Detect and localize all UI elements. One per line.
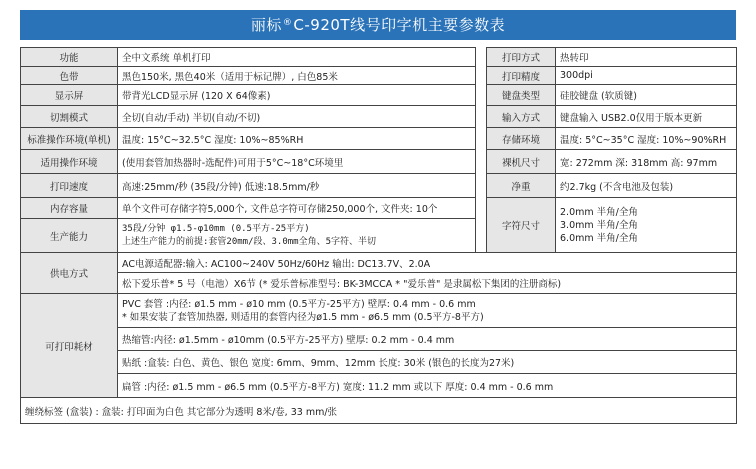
cut-mode-value: 全切(自动/手动) 半切(自动/不切) bbox=[118, 106, 476, 128]
power-battery-value: 松下爱乐普* 5 号（电池）X6节 (* 爱乐普标准型号: BK-3MCCA * "爱乐普" 是隶属松下集团的注册商标) bbox=[118, 273, 737, 294]
display-label: 显示屏 bbox=[21, 85, 118, 106]
app-env-label: 适用操作环境 bbox=[21, 150, 118, 174]
keyboard-type-value: 硅胶键盘 (软质键) bbox=[556, 85, 737, 106]
std-env-value: 温度: 15°C~32.5°C 湿度: 10%~85%RH bbox=[118, 128, 476, 150]
char-size-line: 2.0mm 半角/全角 bbox=[560, 206, 638, 218]
storage-env-label: 存储环境 bbox=[487, 128, 556, 150]
capacity-line: 35段/分钟 φ1.5-φ10mm (0.5平方-25平方) bbox=[122, 223, 310, 234]
flat-tube-value: 扁管 :内径: ø1.5 mm - ø6.5 mm (0.5平方-8平方) 宽度: 11.2 mm 或以下 厚度: 0.4 mm - 0.6 mm bbox=[118, 374, 737, 398]
speed-label: 打印速度 bbox=[21, 174, 118, 198]
print-precision-label: 打印精度 bbox=[487, 67, 556, 85]
char-size-line: 6.0mm 半角/全角 bbox=[560, 232, 638, 244]
size-value: 宽: 272mm 深: 318mm 高: 97mm bbox=[556, 150, 737, 174]
net-weight-label: 净重 bbox=[487, 174, 556, 198]
speed-value: 高速:25mm/秒 (35段/分钟) 低速:18.5mm/秒 bbox=[118, 174, 476, 198]
pvc-heater-note: * 如果安装了套管加热器, 则适用的套管内径为ø1.5 mm - ø6.5 mm (0.5平方-8平方) bbox=[122, 311, 484, 323]
char-size-label: 字符尺寸 bbox=[487, 198, 556, 253]
memory-value: 单个文件可存储字符5,000个, 文件总字符可存储250,000个, 文件夹: 10个 bbox=[118, 198, 476, 219]
app-env-value: (使用套管加热器时-选配件)可用于5°C~18°C环境里 bbox=[118, 150, 476, 174]
function-label: 功能 bbox=[21, 48, 118, 67]
title-brand: 丽标 bbox=[250, 16, 282, 34]
cut-mode-label: 切割模式 bbox=[21, 106, 118, 128]
keyboard-type-label: 键盘类型 bbox=[487, 85, 556, 106]
label-tape-value: 贴纸 :盒装: 白色、黄色、银色 宽度: 6mm、9mm、12mm 长度: 30米 (银色的长度为27米) bbox=[118, 351, 737, 374]
capacity-value bbox=[118, 219, 476, 253]
wrap-label-value: 缠绕标签 (盒装) : 盒装: 打印面为白色 其它部分为透明 8米/卷, 33 mm/张 bbox=[21, 398, 737, 424]
capacity-label: 生产能力 bbox=[21, 219, 118, 253]
power-label: 供电方式 bbox=[21, 253, 118, 294]
capacity-line: 上述生产能力的前提:套管20mm/段、3.0mm全角、5字符、半切 bbox=[122, 236, 377, 247]
display-value: 带背光LCD显示屏 (120 X 64像素) bbox=[118, 85, 476, 106]
char-size-line: 3.0mm 半角/全角 bbox=[560, 219, 638, 231]
pvc-tube-value bbox=[118, 294, 737, 328]
print-method-label: 打印方式 bbox=[487, 48, 556, 67]
shrink-tube-value: 热缩管:内径: ø1.5mm - ø10mm (0.5平方-25平方) 壁厚: 0.2 mm - 0.4 mm bbox=[118, 328, 737, 351]
print-method-value: 热转印 bbox=[556, 48, 737, 67]
column-gap bbox=[476, 48, 487, 253]
function-value: 全中文系统 单机打印 bbox=[118, 48, 476, 67]
registered-mark: ® bbox=[282, 18, 293, 28]
char-size-value bbox=[556, 198, 737, 253]
print-precision-value: 300dpi bbox=[556, 67, 737, 85]
ribbon-value: 黑色150米, 黑色40米（适用于标记牌）, 白色85米 bbox=[118, 67, 476, 85]
size-label: 裸机尺寸 bbox=[487, 150, 556, 174]
pvc-tube-line: PVC 套管 :内径: ø1.5 mm - ø10 mm (0.5平方-25平方) 壁厚: 0.4 mm - 0.6 mm bbox=[122, 298, 476, 310]
ribbon-label: 色带 bbox=[21, 67, 118, 85]
memory-label: 内存容量 bbox=[21, 198, 118, 219]
input-method-label: 输入方式 bbox=[487, 106, 556, 128]
page-title bbox=[20, 10, 736, 40]
input-method-value: 键盘输入 USB2.0仅用于版本更新 bbox=[556, 106, 737, 128]
power-adapter-value: AC电源适配器:输入: AC100~240V 50Hz/60Hz 输出: DC13.7V、2.0A bbox=[118, 253, 737, 273]
std-env-label: 标准操作环境(单机) bbox=[21, 128, 118, 150]
storage-env-value: 温度: 5°C~35°C 湿度: 10%~90%RH bbox=[556, 128, 737, 150]
spec-table bbox=[20, 47, 737, 424]
title-model: C-920T线号印字机主要参数表 bbox=[293, 16, 506, 34]
net-weight-value: 约2.7kg (不含电池及包装) bbox=[556, 174, 737, 198]
consumables-label: 可打印耗材 bbox=[21, 294, 118, 398]
